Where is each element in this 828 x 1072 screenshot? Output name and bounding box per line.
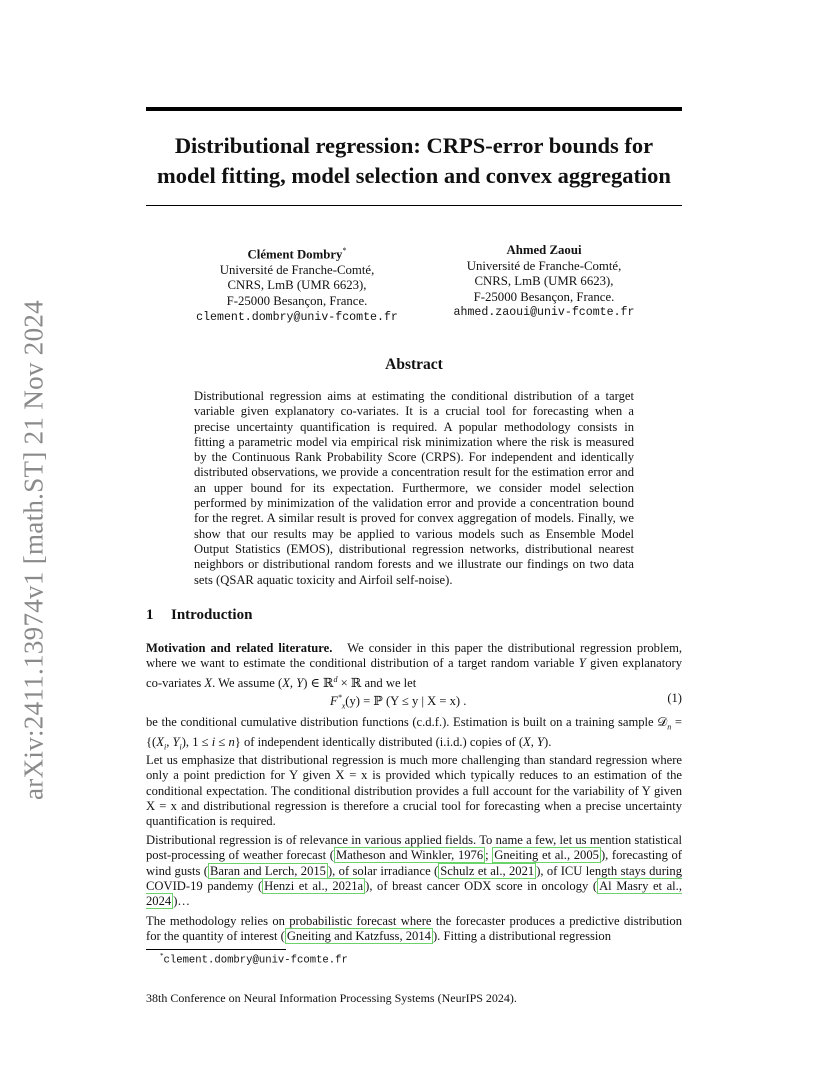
citation-link[interactable]: Henzi et al., 2021a	[264, 878, 364, 893]
citation-link[interactable]: Al Masry et al., 2024	[146, 878, 682, 909]
author-email[interactable]: ahmed.zaoui@univ-fcomte.fr	[453, 306, 635, 320]
author-block-1	[167, 243, 427, 325]
title-line-1: Distributional regression: CRPS-error bounds for	[174, 133, 654, 158]
equation-body: $F^*_x(y)$ = ℙ (Y ≤ y | X = x) .	[330, 693, 467, 711]
paragraph-motivation: Motivation and related literature. We consider in this paper the distributional regression problem, where we want to estimate the conditional distribution of a target random variable Y given explanatory co-variates X. We assume (X, Y) ∈ ℝ$^d$ × ℝ and we let	[146, 641, 683, 690]
paragraph-emphasis: Let us emphasize that distributional regression is much more challenging than standard regression where only a point prediction for Y given X = x is provided which typically reduces to an estimation of the conditional expectation. The conditional distribution provides a full account for the variability of Y given X = x and distributional regression is therefore a crucial tool for forecasting when a precise uncertainty quantification is required.	[146, 753, 682, 829]
paragraph-cdf: be the conditional cumulative distribution functions (c.d.f.). Estimation is built on a training sample 𝒟$_n$ = {($X_i$, $Y_i$), 1 ≤ i ≤ n} of independent identically distributed (i.i.d.) copies of (X, Y).	[146, 715, 682, 752]
paper-title	[146, 131, 682, 191]
section-heading	[146, 607, 252, 624]
author-affiliation: F-25000 Besançon, France.	[226, 294, 368, 309]
author-block-2	[414, 243, 674, 321]
author-name: Clément Dombry	[247, 247, 343, 262]
paragraph-text: be the conditional cumulative distribution functions (c.d.f.). Estimation is built on a training sample	[146, 715, 654, 729]
abstract-text: Distributional regression aims at estimating the conditional distribution of a target variable given explanatory co-variates. It is a crucial tool for forecasting when a precise uncertainty quantification is required. A popular methodology consists in fitting a parametric model via empirical risk minimization where the risk is measured by the Continuous Rank Probability Score (CRPS). For independent and identically distributed observations, we provide a concentration result for the estimation error and an upper bound for its expectation. Furthermore, we consider model selection performed by minimization of the validation error and provide a concentration bound for the regret. A similar result is proved for convex aggregation of models. Finally, we show that our results may be applied to various models such as Ensemble Model Output Statistics (EMOS), distributional regression networks, distributional nearest neighbors or distributional random forests and we illustrate our findings on two data sets (QSAR aquatic toxicity and Airfoil self-noise).	[194, 389, 634, 587]
paragraph-text: . We assume	[212, 675, 275, 690]
author-email[interactable]: clement.dombry@univ-fcomte.fr	[196, 310, 398, 324]
arxiv-stamp	[14, 290, 54, 810]
section-number: 1	[146, 607, 154, 623]
author-affiliation: CNRS, LmB (UMR 6623),	[474, 274, 614, 289]
author-affiliation: Université de Franche-Comté,	[219, 262, 375, 277]
paragraph-text: We consider in this paper the distributional regression problem, where we want to estimate the conditional distribution of a target random variable	[146, 641, 683, 671]
run-in-heading: Motivation and related literature.	[146, 641, 333, 655]
citation-link[interactable]: Gneiting and Katzfuss, 2014	[286, 929, 431, 944]
footnote-email[interactable]: clement.dombry@univ-fcomte.fr	[163, 954, 348, 967]
paragraph-text: of independent identically distributed (i.i.d.) copies of	[243, 734, 516, 749]
footnote-mark: *	[160, 952, 164, 960]
citation-link[interactable]: Gneiting et al., 2005	[494, 848, 599, 863]
paragraph-text: and we let	[364, 675, 417, 690]
footnote	[160, 952, 348, 967]
abstract-heading: Abstract	[385, 356, 443, 373]
arxiv-stamp-text: arXiv:2411.13974v1 [math.ST] 21 Nov 2024	[18, 300, 49, 800]
title-bottom-rule	[146, 205, 682, 206]
citation-link[interactable]: Baran and Lerch, 2015	[209, 863, 326, 878]
footnote-rule	[146, 949, 286, 950]
citation-link[interactable]: Schulz et al., 2021	[440, 863, 535, 878]
title-top-rule	[146, 107, 682, 111]
citation-link[interactable]: Matheson and Winkler, 1976	[336, 848, 484, 863]
author-affiliation: CNRS, LmB (UMR 6623),	[227, 278, 367, 293]
paragraph-methodology: The methodology relies on probabilistic forecast where the forecaster produces a predictive distribution for the quantity of interest ( Gneiting and Katzfuss, 2014 ). Fitting a distributional regression	[146, 914, 682, 944]
conference-note: 38th Conference on Neural Information Processing Systems (NeurIPS 2024).	[146, 991, 517, 1005]
author-footnote-mark: *	[342, 246, 347, 255]
author-affiliation: Université de Franche-Comté,	[466, 258, 622, 273]
paragraph-applications: Distributional regression is of relevance in various applied fields. To name a few, let us mention statistical post-processing of weather forecast ( Matheson and Winkler, 1976 ; Gneiting et al., 2005 ), forecasting of wind gusts ( Baran and Lerch, 2015 ), of solar irradiance ( Schulz et al., 2021 ), of ICU length stays during COVID-19 pandemy ( Henzi et al., 2021a ), of breast cancer ODX score in oncology ( Al Masry et al., 2024 )…	[146, 833, 682, 909]
section-title: Introduction	[171, 607, 253, 623]
author-name: Ahmed Zaoui	[506, 243, 582, 257]
author-affiliation: F-25000 Besançon, France.	[473, 289, 615, 304]
title-line-2: model fitting, model selection and convex aggregation	[157, 163, 671, 188]
paragraph-text: given explanatory co-variates	[146, 656, 682, 690]
equation-number: (1)	[667, 691, 682, 705]
